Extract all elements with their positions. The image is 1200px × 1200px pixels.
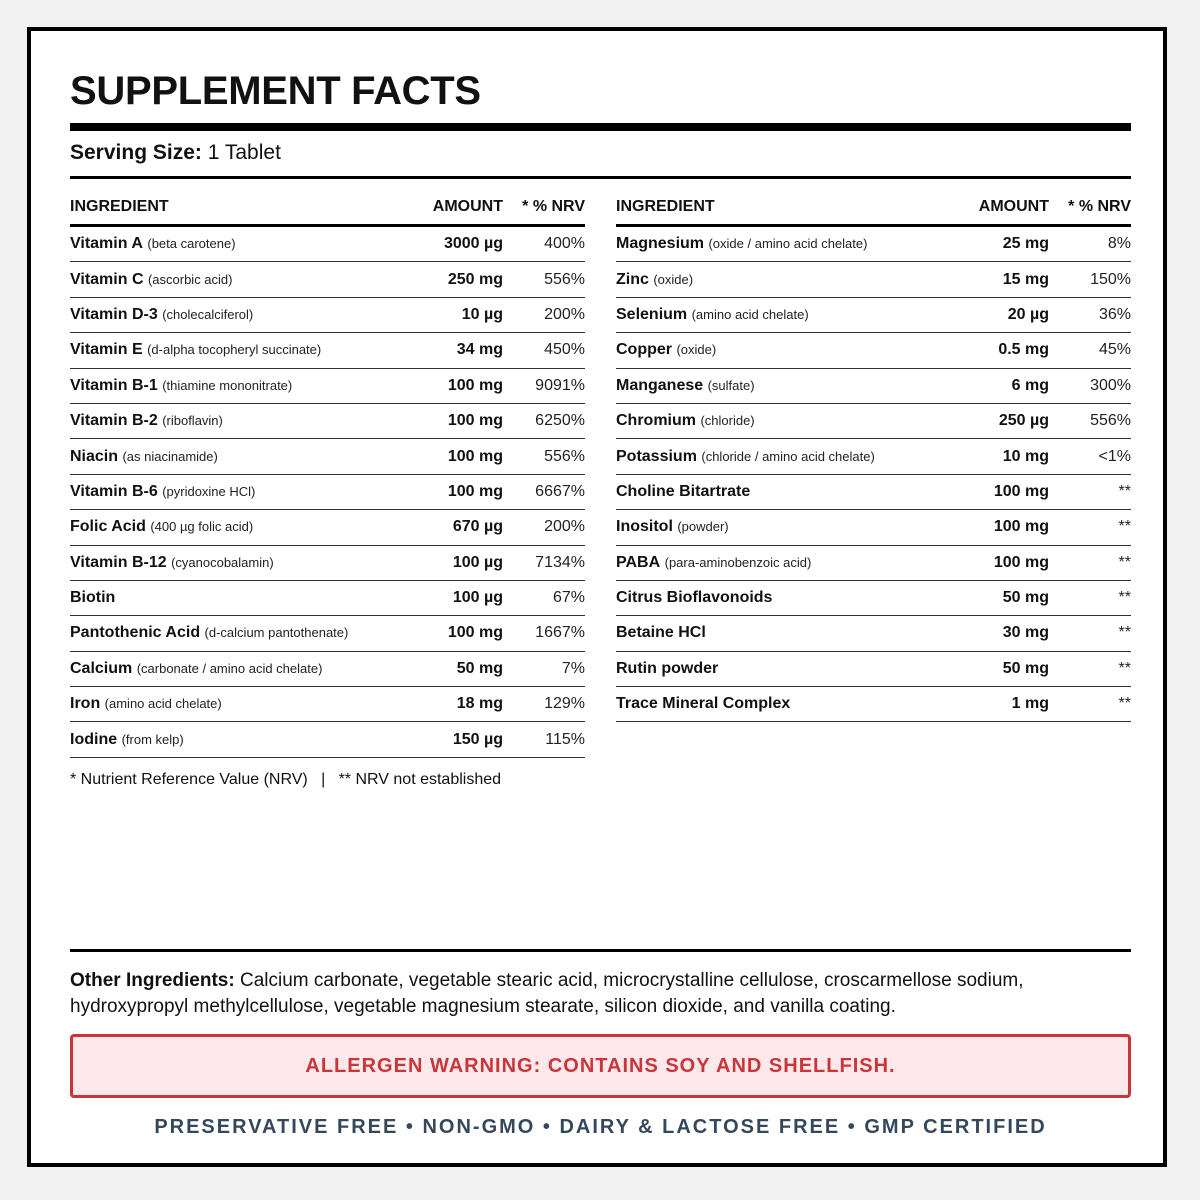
ingredient-cell	[616, 554, 919, 572]
ingredient-cell	[616, 341, 919, 359]
nrv-cell: 129%	[544, 695, 585, 713]
ingredient-cell	[70, 306, 373, 324]
amount-cell: 100 µg	[452, 553, 503, 571]
amount-cell: 25 mg	[1002, 235, 1049, 253]
nrv-cell: **	[1118, 518, 1131, 536]
ingredient-name: Vitamin B-12	[70, 553, 167, 571]
ingredient-source: (chloride)	[700, 413, 755, 429]
serving-size	[70, 141, 281, 165]
ingredient-source: (carbonate / amino acid chelate)	[136, 660, 323, 676]
nrv-cell: 9091%	[535, 376, 585, 394]
amount-cell: 50 mg	[456, 659, 503, 677]
nrv-cell: 450%	[544, 341, 585, 359]
ingredient-source: (thiamine mononitrate)	[162, 377, 293, 393]
certification-badges: PRESERVATIVE FREE • NON-GMO • DAIRY & LACTOSE FREE • GMP CERTIFIED	[154, 1116, 1047, 1138]
amount-cell: 20 µg	[1007, 305, 1049, 323]
ingredient-source: (oxide / amino acid chelate)	[708, 236, 868, 252]
ingredient-source: (pyridoxine HCl)	[162, 483, 256, 499]
divider	[70, 949, 1131, 952]
ingredient-name: Citrus Bioflavonoids	[616, 589, 773, 607]
nrv-cell: 556%	[544, 270, 585, 288]
ingredient-name: Vitamin A	[70, 235, 143, 253]
ingredient-name: Zinc	[616, 270, 649, 288]
amount-cell: 10 µg	[461, 305, 503, 323]
ingredient-name: Copper	[616, 341, 672, 359]
nrv-cell: 115%	[545, 730, 585, 748]
amount-cell: 100 mg	[993, 518, 1049, 536]
ingredient-source: (powder)	[677, 519, 729, 535]
ingredient-cell	[616, 624, 919, 642]
amount-cell: 0.5 mg	[998, 341, 1049, 359]
page-title: SUPPLEMENT FACTS	[70, 69, 481, 113]
amount-cell: 670 µg	[452, 518, 503, 536]
table-row	[616, 227, 1131, 262]
ingredient-source: (d-alpha tocopheryl succinate)	[147, 342, 322, 358]
amount-cell: 100 µg	[452, 589, 503, 607]
nrv-cell: **	[1118, 589, 1131, 607]
ingredient-cell	[70, 271, 373, 289]
table-row	[70, 546, 585, 581]
ingredient-name: Selenium	[616, 305, 688, 323]
ingredient-source: (ascorbic acid)	[147, 271, 233, 287]
amount-cell: 100 mg	[447, 376, 503, 394]
ingredient-name: Vitamin B-1	[70, 376, 158, 394]
amount-cell: 100 mg	[447, 412, 503, 430]
amount-cell: 100 mg	[447, 482, 503, 500]
ingredient-cell	[616, 448, 919, 466]
ingredient-name: Niacin	[70, 447, 119, 465]
ingredient-name: Vitamin E	[70, 341, 143, 359]
table-row	[70, 687, 585, 722]
nrv-cell: **	[1118, 659, 1131, 677]
nrv-cell: 67%	[552, 589, 585, 607]
header-nrv: * % NRV	[1068, 197, 1131, 215]
amount-cell: 15 mg	[1002, 270, 1049, 288]
table-row	[70, 298, 585, 333]
ingredient-table-left	[70, 189, 585, 758]
ingredient-cell	[616, 660, 919, 678]
ingredient-source: (d-calcium pantothenate)	[204, 625, 349, 641]
ingredient-source: (cyanocobalamin)	[171, 554, 274, 570]
nrv-cell: **	[1118, 624, 1131, 642]
nrv-cell: 200%	[544, 518, 585, 536]
ingredient-cell	[70, 589, 373, 607]
ingredient-source: (oxide)	[676, 342, 717, 358]
header-ingredient: INGREDIENT	[616, 197, 715, 215]
ingredient-source: (amino acid chelate)	[691, 306, 809, 322]
ingredient-name: Choline Bitartrate	[616, 482, 751, 500]
nrv-cell: 150%	[1090, 270, 1131, 288]
amount-cell: 30 mg	[1002, 624, 1049, 642]
table-row	[70, 262, 585, 297]
table-row	[616, 475, 1131, 510]
nrv-cell: 556%	[1090, 412, 1131, 430]
table-row	[70, 333, 585, 368]
ingredient-name: Rutin powder	[616, 659, 719, 677]
table-row	[616, 546, 1131, 581]
amount-cell: 10 mg	[1002, 447, 1049, 465]
ingredient-name: Vitamin B-2	[70, 412, 158, 430]
ingredient-source: (chloride / amino acid chelate)	[701, 448, 875, 464]
table-row	[616, 439, 1131, 474]
header-amount: AMOUNT	[978, 197, 1049, 215]
table-row	[70, 722, 585, 757]
nrv-cell: 300%	[1090, 376, 1131, 394]
nrv-cell: 200%	[544, 305, 585, 323]
serving-size-label: Serving Size:	[70, 141, 202, 164]
ingredient-name: Magnesium	[616, 235, 705, 253]
serving-size-value: 1 Tablet	[207, 141, 281, 164]
nrv-cell: 1667%	[535, 624, 585, 642]
nrv-footnote: * Nutrient Reference Value (NRV) | ** NRV not established	[70, 771, 502, 788]
ingredient-cell	[70, 731, 373, 749]
ingredient-source: (400 µg folic acid)	[150, 519, 254, 535]
ingredient-name: Betaine HCl	[616, 624, 706, 642]
ingredient-name: Pantothenic Acid	[70, 624, 201, 642]
table-row	[70, 475, 585, 510]
ingredient-source: (cholecalciferol)	[162, 306, 254, 322]
ingredient-table-right	[616, 189, 1131, 722]
supplement-facts-label	[27, 27, 1167, 1167]
ingredient-source: (from kelp)	[121, 731, 184, 747]
ingredient-name: Iodine	[70, 730, 118, 748]
amount-cell: 6 mg	[1011, 376, 1049, 394]
label-content	[70, 31, 1131, 1163]
ingredient-name: Biotin	[70, 589, 116, 607]
ingredient-source: (beta carotene)	[147, 236, 236, 252]
ingredient-name: Vitamin D-3	[70, 305, 158, 323]
nrv-cell: 36%	[1098, 305, 1131, 323]
amount-cell: 1 mg	[1011, 695, 1049, 713]
table-body	[616, 227, 1131, 722]
ingredient-source: (sulfate)	[707, 377, 755, 393]
ingredient-cell	[70, 483, 373, 501]
ingredient-cell	[616, 271, 919, 289]
ingredient-cell	[70, 377, 373, 395]
table-row	[616, 652, 1131, 687]
ingredient-source: (para-aminobenzoic acid)	[664, 554, 812, 570]
ingredient-cell	[616, 695, 919, 713]
table-row	[616, 510, 1131, 545]
allergen-warning-text: ALLERGEN WARNING: CONTAINS SOY AND SHELLFISH.	[305, 1054, 896, 1077]
amount-cell: 34 mg	[456, 341, 503, 359]
amount-cell: 50 mg	[1002, 589, 1049, 607]
ingredient-cell	[70, 624, 373, 642]
nrv-cell: 45%	[1098, 341, 1131, 359]
nrv-cell: 400%	[544, 235, 585, 253]
table-row	[70, 369, 585, 404]
table-row	[70, 581, 585, 616]
table-row	[70, 439, 585, 474]
divider	[70, 176, 1131, 179]
ingredient-name: Manganese	[616, 376, 704, 394]
nrv-cell: **	[1118, 695, 1131, 713]
ingredient-name: Iron	[70, 695, 101, 713]
ingredient-name: Chromium	[616, 412, 696, 430]
ingredient-cell	[70, 554, 373, 572]
ingredient-cell	[70, 448, 373, 466]
nrv-cell: 6250%	[535, 412, 585, 430]
amount-cell: 50 mg	[1002, 659, 1049, 677]
amount-cell: 3000 µg	[443, 235, 503, 253]
table-header	[70, 189, 585, 227]
ingredient-cell	[616, 235, 919, 253]
amount-cell: 100 mg	[993, 553, 1049, 571]
ingredient-cell	[616, 306, 919, 324]
table-row	[70, 510, 585, 545]
other-ingredients-label: Other Ingredients:	[70, 970, 235, 991]
table-row	[616, 581, 1131, 616]
amount-cell: 18 mg	[456, 695, 503, 713]
ingredient-cell	[70, 695, 373, 713]
ingredient-cell	[616, 483, 919, 501]
ingredient-cell	[616, 518, 919, 536]
ingredient-name: Vitamin B-6	[70, 482, 158, 500]
ingredient-source: (as niacinamide)	[122, 448, 218, 464]
nrv-cell: 556%	[544, 447, 585, 465]
ingredient-source: (amino acid chelate)	[104, 696, 222, 712]
amount-cell: 250 µg	[998, 412, 1049, 430]
table-row	[70, 652, 585, 687]
amount-cell: 100 mg	[447, 447, 503, 465]
nrv-cell: **	[1118, 553, 1131, 571]
table-row	[616, 262, 1131, 297]
thick-divider	[70, 123, 1131, 131]
header-nrv: * % NRV	[522, 197, 585, 215]
table-row	[616, 404, 1131, 439]
ingredient-cell	[616, 589, 919, 607]
ingredient-name: Inositol	[616, 518, 673, 536]
ingredient-cell	[616, 377, 919, 395]
amount-cell: 100 mg	[993, 482, 1049, 500]
ingredient-cell	[616, 412, 919, 430]
table-row	[70, 227, 585, 262]
allergen-warning	[70, 1034, 1131, 1098]
ingredient-name: Vitamin C	[70, 270, 144, 288]
header-ingredient: INGREDIENT	[70, 197, 169, 215]
table-row	[616, 616, 1131, 651]
nrv-cell: **	[1118, 482, 1131, 500]
nrv-cell: 7134%	[535, 553, 585, 571]
amount-cell: 250 mg	[447, 270, 503, 288]
other-ingredients	[70, 968, 1131, 1020]
ingredient-source: (riboflavin)	[162, 413, 223, 429]
table-row	[616, 333, 1131, 368]
ingredient-cell	[70, 660, 373, 678]
table-row	[70, 616, 585, 651]
nrv-cell: 8%	[1107, 235, 1131, 253]
ingredient-name: Potassium	[616, 447, 697, 465]
table-header	[616, 189, 1131, 227]
ingredient-cell	[70, 412, 373, 430]
table-row	[616, 298, 1131, 333]
ingredient-cell	[70, 341, 373, 359]
nrv-cell: 6667%	[535, 482, 585, 500]
ingredient-source: (oxide)	[653, 271, 694, 287]
ingredient-name: Trace Mineral Complex	[616, 695, 791, 713]
nrv-cell: 7%	[561, 659, 585, 677]
amount-cell: 150 µg	[452, 730, 503, 748]
ingredient-cell	[70, 235, 373, 253]
table-row	[70, 404, 585, 439]
table-row	[616, 687, 1131, 722]
header-amount: AMOUNT	[432, 197, 503, 215]
amount-cell: 100 mg	[447, 624, 503, 642]
ingredient-name: PABA	[616, 553, 661, 571]
ingredient-name: Calcium	[70, 659, 133, 677]
table-row	[616, 369, 1131, 404]
other-ingredients-text: Calcium carbonate, vegetable stearic acid, microcrystalline cellulose, croscarmellose sodium, hydroxypropyl methylcellulose, vegetable magnesium stearate, silicon dioxide, and vanilla coating.	[70, 970, 1024, 1017]
table-body	[70, 227, 585, 758]
ingredient-cell	[70, 518, 373, 536]
nrv-cell: <1%	[1098, 447, 1131, 465]
ingredient-name: Folic Acid	[70, 518, 146, 536]
